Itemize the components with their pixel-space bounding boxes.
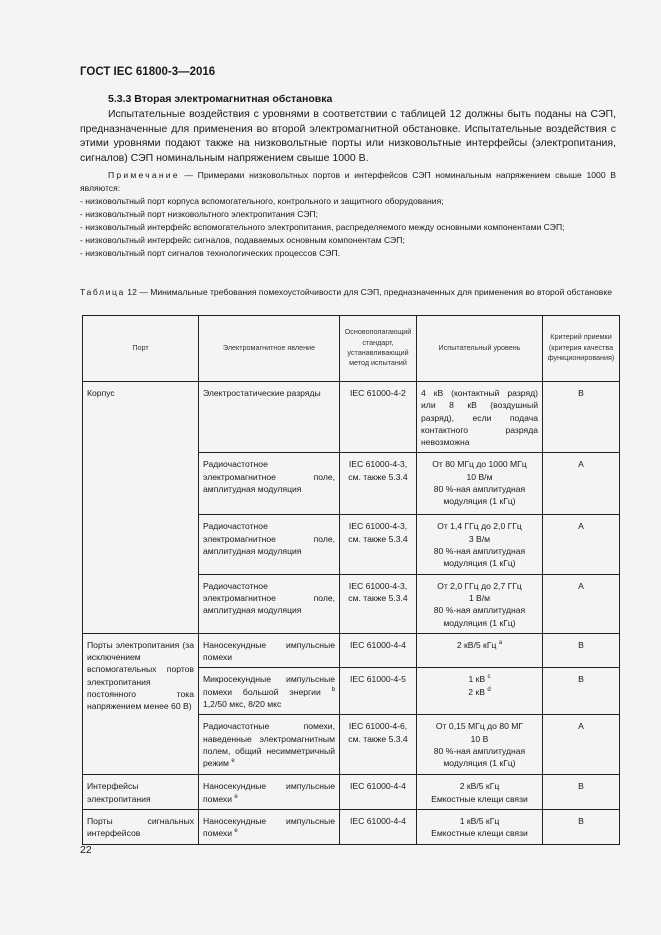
header-level: Испытательный уровень [417, 316, 543, 382]
criterion-cell: B [543, 633, 620, 668]
document-title: ГОСТ IEC 61800-3—2016 [80, 66, 216, 78]
standard-cell: IEC 61000-4-3, см. также 5.3.4 [340, 453, 417, 515]
level-cell [417, 668, 543, 715]
phenomenon-cell [199, 715, 340, 775]
header-criterion: Критерий приемки (критерия качества функционирования) [543, 316, 620, 382]
footnote-mark: a [498, 640, 503, 646]
level-line: От 0,15 МГц до 80 МГ [435, 721, 524, 732]
level-line: 80 %-ная амплитудная модуляция (1 кГц) [433, 546, 526, 569]
criterion-cell: A [543, 453, 620, 515]
phenomenon-cell [199, 668, 340, 715]
note-intro [80, 169, 616, 195]
table-header-row [83, 316, 620, 382]
header-port: Порт [83, 316, 199, 382]
header-standard: Основополагающий стандарт, устанавливающий метод испытаний [340, 316, 417, 382]
port-cell: Порты электропитания (за исключением вспомогательных портов электропитания постоянного тока напряжением менее 60 В) [83, 633, 199, 774]
phenomenon-text: Микросекундные импульсные помехи большой энергии [203, 674, 335, 697]
level-cell [417, 515, 543, 574]
table-row [83, 633, 620, 668]
level-line: От 80 МГц до 1000 МГц [432, 459, 527, 470]
phenomenon-text: Наносекундные импульсные помехи [203, 815, 335, 839]
level-line: 2 кВ [468, 686, 485, 697]
level-line: 3 В/м [468, 533, 491, 544]
criterion-cell: B [543, 775, 620, 810]
footnote-mark: e [234, 793, 238, 800]
phenomenon-cell: Радиочастотное электромагнитное поле, амплитудная модуляция [199, 453, 340, 515]
level-cell [417, 453, 543, 515]
port-cell: Корпус [83, 382, 199, 634]
phenomenon-cell: Наносекундные импульсные помехи [199, 633, 340, 668]
standard-cell: IEC 61000-4-3, см. также 5.3.4 [340, 574, 417, 633]
footnote-mark: b [331, 686, 335, 693]
standard-cell: IEC 61000-4-6, см. также 5.3.4 [340, 715, 417, 775]
level-line: 1 кВ/5 кГц [459, 815, 500, 826]
section-heading: 5.3.3 Вторая электромагнитная обстановка [108, 93, 333, 105]
footnote-mark: c [487, 674, 491, 681]
port-cell: Интерфейсы электропитания [83, 775, 199, 810]
level-cell [417, 633, 543, 668]
footnote-mark: d [487, 686, 491, 693]
level-line: 2 кВ/5 кГц [456, 639, 497, 650]
phenomenon-cell: Электростатические разряды [199, 382, 340, 453]
section-paragraph [80, 107, 616, 165]
note-item: - низковольтный порт корпуса вспомогательного, контрольного и защитного оборудования; [80, 196, 444, 206]
standard-cell: IEC 61000-4-3, см. также 5.3.4 [340, 515, 417, 574]
level-line: Емкостные клещи связи [431, 793, 528, 804]
level-line: 2 кВ/5 кГц [459, 781, 500, 792]
phenomenon-text: Радиочастотные помехи, наведенные электромагнитным полем, общий несимметричный режим [203, 721, 335, 769]
level-line: Емкостные клещи связи [431, 828, 528, 839]
level-cell [417, 715, 543, 775]
level-cell [417, 775, 543, 810]
level-line: 80 %-ная амплитудная модуляция (1 кГц) [433, 484, 526, 507]
header-phenomenon: Электромагнитное явление [199, 316, 340, 382]
note-item: - низковольтный интерфейс вспомогательного электропитания, распределяемого между основными компонентами СЭП; [80, 222, 565, 232]
level-cell: 4 кВ (контактный разряд) или 8 кВ (воздушный разряд), если подача контактного разряда невозможна [417, 382, 543, 453]
level-line: От 2,0 ГГц до 2,7 ГГц [437, 580, 522, 591]
level-line: От 1,4 ГГц до 2,0 ГГц [437, 521, 522, 532]
criterion-cell: B [543, 668, 620, 715]
note-item: - низковольтный порт низковольтного электропитания СЭП; [80, 209, 319, 219]
level-line: 10 В/м [466, 471, 493, 482]
standard-cell: IEC 61000-4-2 [340, 382, 417, 453]
note-label: Примечание [108, 170, 180, 180]
table-caption [80, 286, 616, 298]
section-paragraph-text: Испытательные воздействия с уровнями в соответствии с таблицей 12 должны быть поданы на СЭП, предназначенные для применения во второй электромагнитной обстановке. Испытательные воздействия с этими уровнями подают также на низковольтные порты или низковольтные интерфейсы (электропитания, сигналов) СЭП номинальным напряжением свыше 1000 В. [80, 108, 616, 164]
phenomenon-text: Наносекундные импульсные помехи [203, 781, 335, 804]
note-item: - низковольтный порт сигналов технологических процессов СЭП. [80, 248, 341, 258]
note-text: — Примерами низковольтных портов и интерфейсов СЭП номинальным напряжением свыше 1000 В являются: [80, 170, 616, 193]
standard-cell: IEC 61000-4-4 [340, 775, 417, 810]
criterion-cell: B [543, 382, 620, 453]
table-row [83, 775, 620, 810]
phenomenon-tail: 1,2/50 мкс, 8/20 мкс [203, 699, 282, 710]
page-number: 22 [80, 844, 92, 856]
port-cell: Порты сигнальных интерфейсов [83, 809, 199, 844]
criterion-cell: A [543, 574, 620, 633]
standard-cell: IEC 61000-4-4 [340, 633, 417, 668]
requirements-table [82, 315, 620, 845]
footnote-mark: e [231, 758, 235, 765]
table-caption-label: Таблица [80, 287, 125, 297]
criterion-cell: A [543, 715, 620, 775]
level-line: 10 В [470, 733, 489, 744]
footnote-mark: e [234, 828, 238, 835]
level-line: 1 кВ [468, 674, 486, 685]
standard-cell: IEC 61000-4-5 [340, 668, 417, 715]
phenomenon-cell [199, 809, 340, 844]
level-line: 80 %-ная амплитудная модуляция (1 кГц) [433, 745, 526, 769]
note-block [80, 169, 616, 260]
level-line: 1 В/м [468, 592, 491, 603]
note-item: - низковольтный интерфейс сигналов, подаваемых основным компонентам СЭП; [80, 235, 405, 245]
criterion-cell: A [543, 515, 620, 574]
phenomenon-cell: Радиочастотное электромагнитное поле, амплитудная модуляция [199, 574, 340, 633]
table-row [83, 382, 620, 453]
phenomenon-cell [199, 775, 340, 810]
level-line: 80 %-ная амплитудная модуляция (1 кГц) [433, 605, 526, 628]
level-cell [417, 574, 543, 633]
phenomenon-cell: Радиочастотное электромагнитное поле, амплитудная модуляция [199, 515, 340, 574]
table-caption-text: 12 — Минимальные требования помехоустойчивости для СЭП, предназначенных для применения во второй обстановке [124, 287, 613, 297]
standard-cell: IEC 61000-4-4 [340, 809, 417, 844]
level-cell [417, 809, 543, 844]
table-row [83, 809, 620, 844]
criterion-cell: B [543, 809, 620, 844]
